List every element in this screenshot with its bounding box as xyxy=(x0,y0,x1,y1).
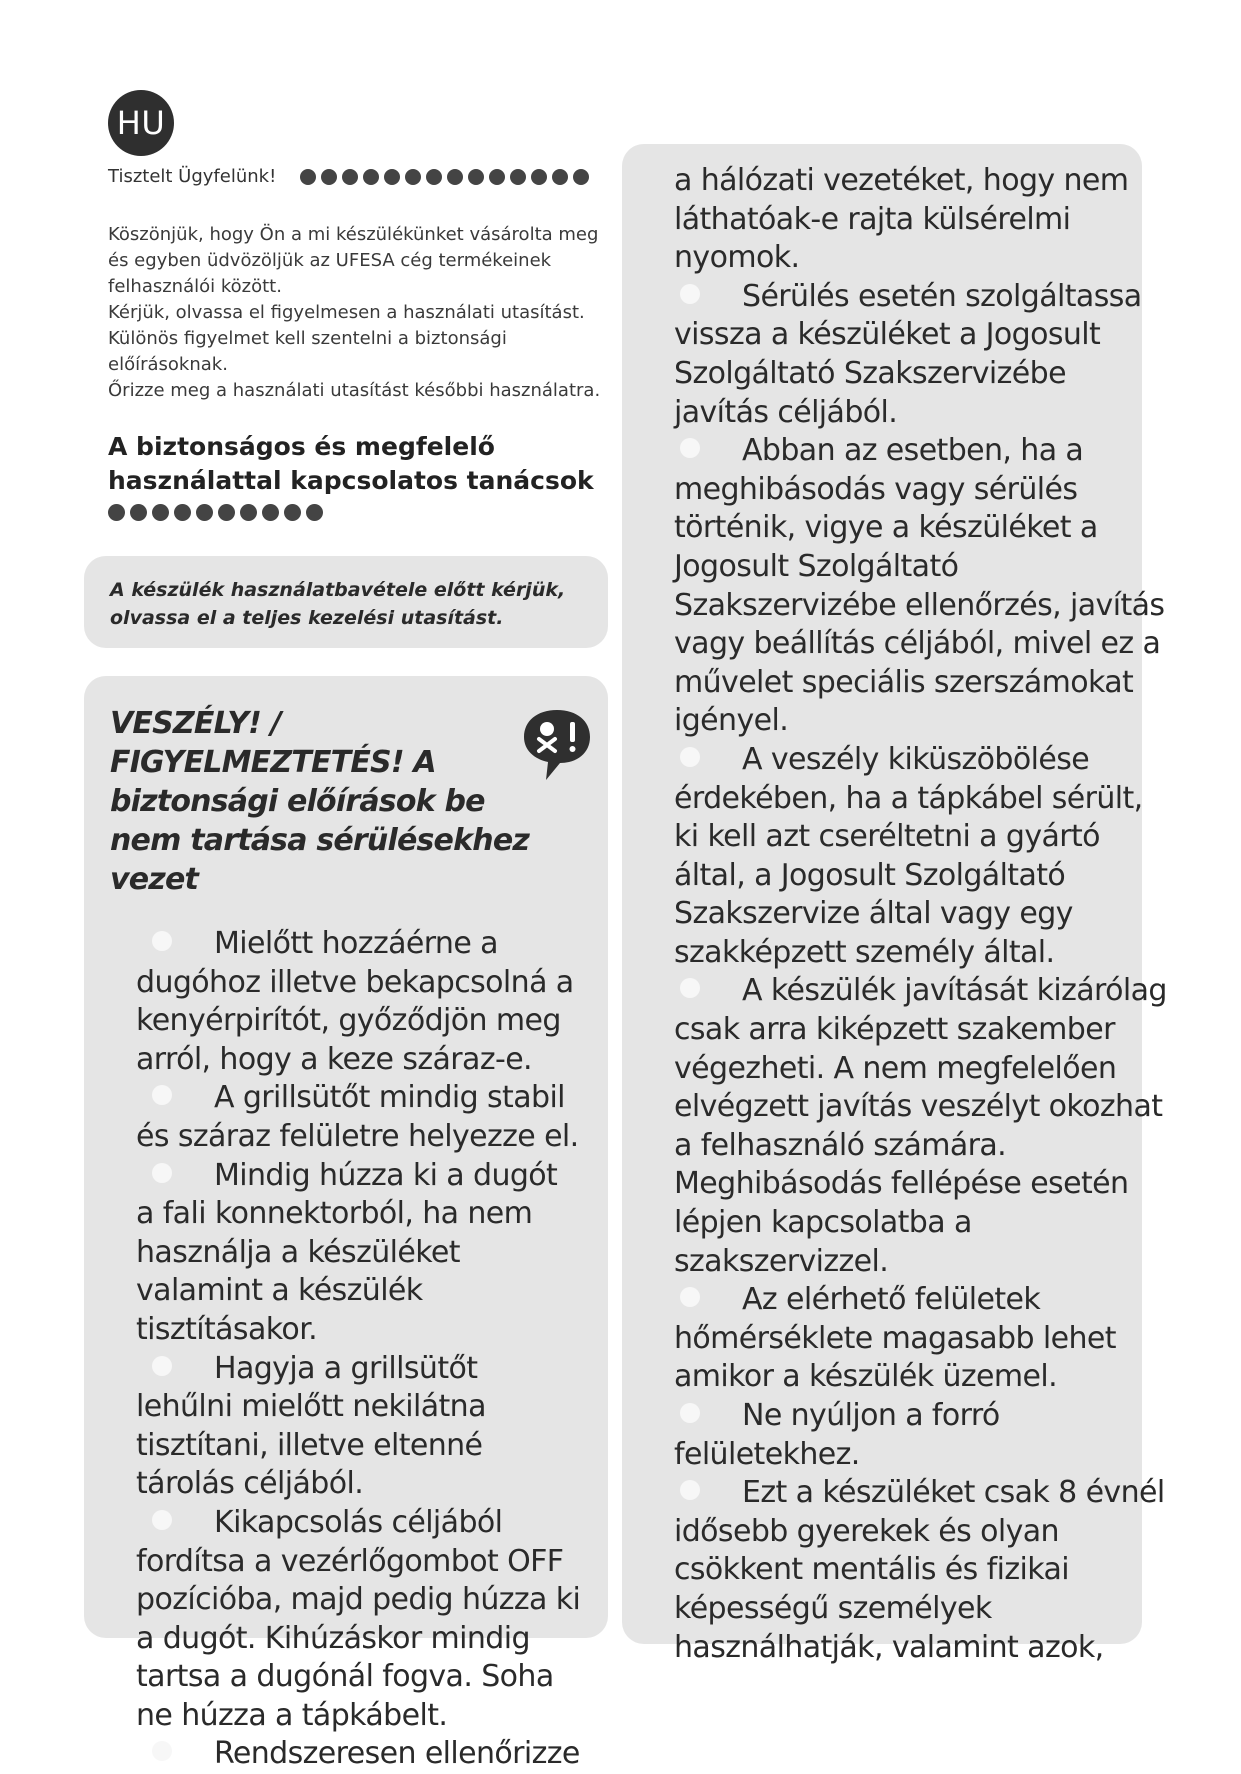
intro-paragraph: Különös figyelmet kell szentelni a biztonsági előírásoknak. xyxy=(108,328,507,375)
list-item-text: Ezt a készüléket csak 8 évnél idősebb gyerekek és olyan csökkent mentális és fizikai képességű személyek használhatják, valamint azok, xyxy=(674,1475,1165,1665)
bullet-icon xyxy=(680,747,700,767)
list-item xyxy=(136,1350,582,1504)
list-item xyxy=(136,925,582,1079)
warning-title: VESZÉLY! / FIGYELMEZTETÉS! A biztonsági előírások be nem tartása sérülésekhez vezet xyxy=(110,706,530,897)
safety-list xyxy=(674,162,1169,1667)
language-badge: HU xyxy=(108,90,174,156)
bullet-icon xyxy=(152,931,172,951)
list-item-continuation: a hálózati vezetéket, hogy nem láthatóak-e rajta külsérelmi nyomok. xyxy=(674,163,1129,276)
warning-box xyxy=(84,676,608,1772)
list-item xyxy=(674,278,1169,432)
list-item-text: Mindig húzza ki a dugót a fali konnektorból, ha nem használja a készüléket valamint a készülék tisztításakor. xyxy=(136,1157,558,1347)
list-item-text: A grillsütőt mindig stabil és száraz felületre helyezze el. xyxy=(136,1080,579,1154)
bullet-icon xyxy=(152,1163,172,1183)
greeting-row xyxy=(108,166,598,187)
bullet-icon xyxy=(152,1510,172,1530)
warning-list xyxy=(110,925,582,1774)
list-item xyxy=(674,432,1169,741)
list-item-text: Mielőtt hozzáérne a dugóhoz illetve bekapcsolná a kenyérpirítót, győződjön meg arról, hogy a keze száraz-e. xyxy=(136,926,574,1077)
list-item-text: Ne nyúljon a forró felületekhez. xyxy=(674,1398,1000,1472)
bullet-icon xyxy=(680,978,700,998)
safety-continuation-box xyxy=(622,144,1167,1665)
bullet-icon xyxy=(680,1287,700,1307)
decorative-dot-row xyxy=(300,169,589,185)
greeting: Tisztelt Ügyfelünk! xyxy=(108,166,277,187)
intro-text xyxy=(108,222,608,404)
list-item-text: Abban az esetben, ha a meghibásodás vagy sérülés történik, vigye a készüléket a Jogosult Szolgáltató Szakszervizébe ellenőrzés, javítás vagy beállítás céljából, mivel ez a művelet speciális szerszámokat igényel. xyxy=(674,433,1165,739)
list-item-text: Sérülés esetén szolgáltassa vissza a készüléket a Jogosult Szolgáltató Szakszervizébe javítás céljából. xyxy=(674,278,1142,430)
bullet-icon xyxy=(680,284,700,304)
list-item xyxy=(136,1079,582,1156)
intro-paragraph: Őrizze meg a használati utasítást későbbi használatra. xyxy=(108,380,601,401)
list-item-text: Hagyja a grillsütőt lehűlni mielőtt nekilátna tisztítani, illetve eltenné tárolás céljából. xyxy=(136,1350,486,1502)
bullet-icon xyxy=(680,438,700,458)
section-heading: A biztonságos és megfelelő használattal kapcsolatos tanácsok xyxy=(108,432,594,495)
bullet-icon xyxy=(152,1356,172,1376)
list-item xyxy=(674,741,1169,973)
list-item xyxy=(674,1397,1169,1474)
list-item-text: A veszély kiküszöbölése érdekében, ha a tápkábel sérült, ki kell azt cseréltetni a gyártó által, a Jogosult Szolgáltató Szakszervize által vagy egy szakképzett személy által. xyxy=(674,741,1143,970)
bullet-icon xyxy=(680,1403,700,1423)
notice-box: A készülék használatbavétele előtt kérjük, olvassa el a teljes kezelési utasítást. xyxy=(84,556,608,648)
list-item xyxy=(136,1157,582,1350)
list-item xyxy=(674,1281,1169,1397)
list-item-text: Kikapcsolás céljából fordítsa a vezérlőgombot OFF pozícióba, majd pedig húzza ki a dugót. Kihúzáskor mindig tartsa a dugónál fogva. Soha ne húzza a tápkábelt. xyxy=(136,1504,581,1733)
danger-speech-bubble-icon xyxy=(520,706,594,782)
intro-paragraph: Kérjük, olvassa el figyelmesen a használati utasítást. xyxy=(108,302,585,323)
list-item-text: Az elérhető felületek hőmérséklete magasabb lehet amikor a készülék üzemel. xyxy=(674,1282,1116,1395)
decorative-dot-row xyxy=(108,504,323,521)
list-item xyxy=(136,1735,582,1774)
bullet-icon xyxy=(152,1085,172,1105)
list-item xyxy=(674,972,1169,1281)
list-item-text: Rendszeresen ellenőrizze xyxy=(214,1736,580,1772)
list-item xyxy=(136,1504,582,1736)
intro-paragraph: Köszönjük, hogy Ön a mi készülékünket vásárolta meg és egyben üdvözöljük az UFESA cég termékeinek felhasználói között. xyxy=(108,224,599,297)
list-item xyxy=(674,1474,1169,1667)
list-item-text: A készülék javítását kizárólag csak arra kiképzett szakember végezheti. A nem megfelelően elvégzett javítás veszélyt okozhat a felhasználó számára. Meghibásodás fellépése esetén lépjen kapcsolatba a szakszervizzel. xyxy=(674,973,1167,1279)
bullet-icon xyxy=(152,1741,172,1761)
bullet-icon xyxy=(680,1480,700,1500)
